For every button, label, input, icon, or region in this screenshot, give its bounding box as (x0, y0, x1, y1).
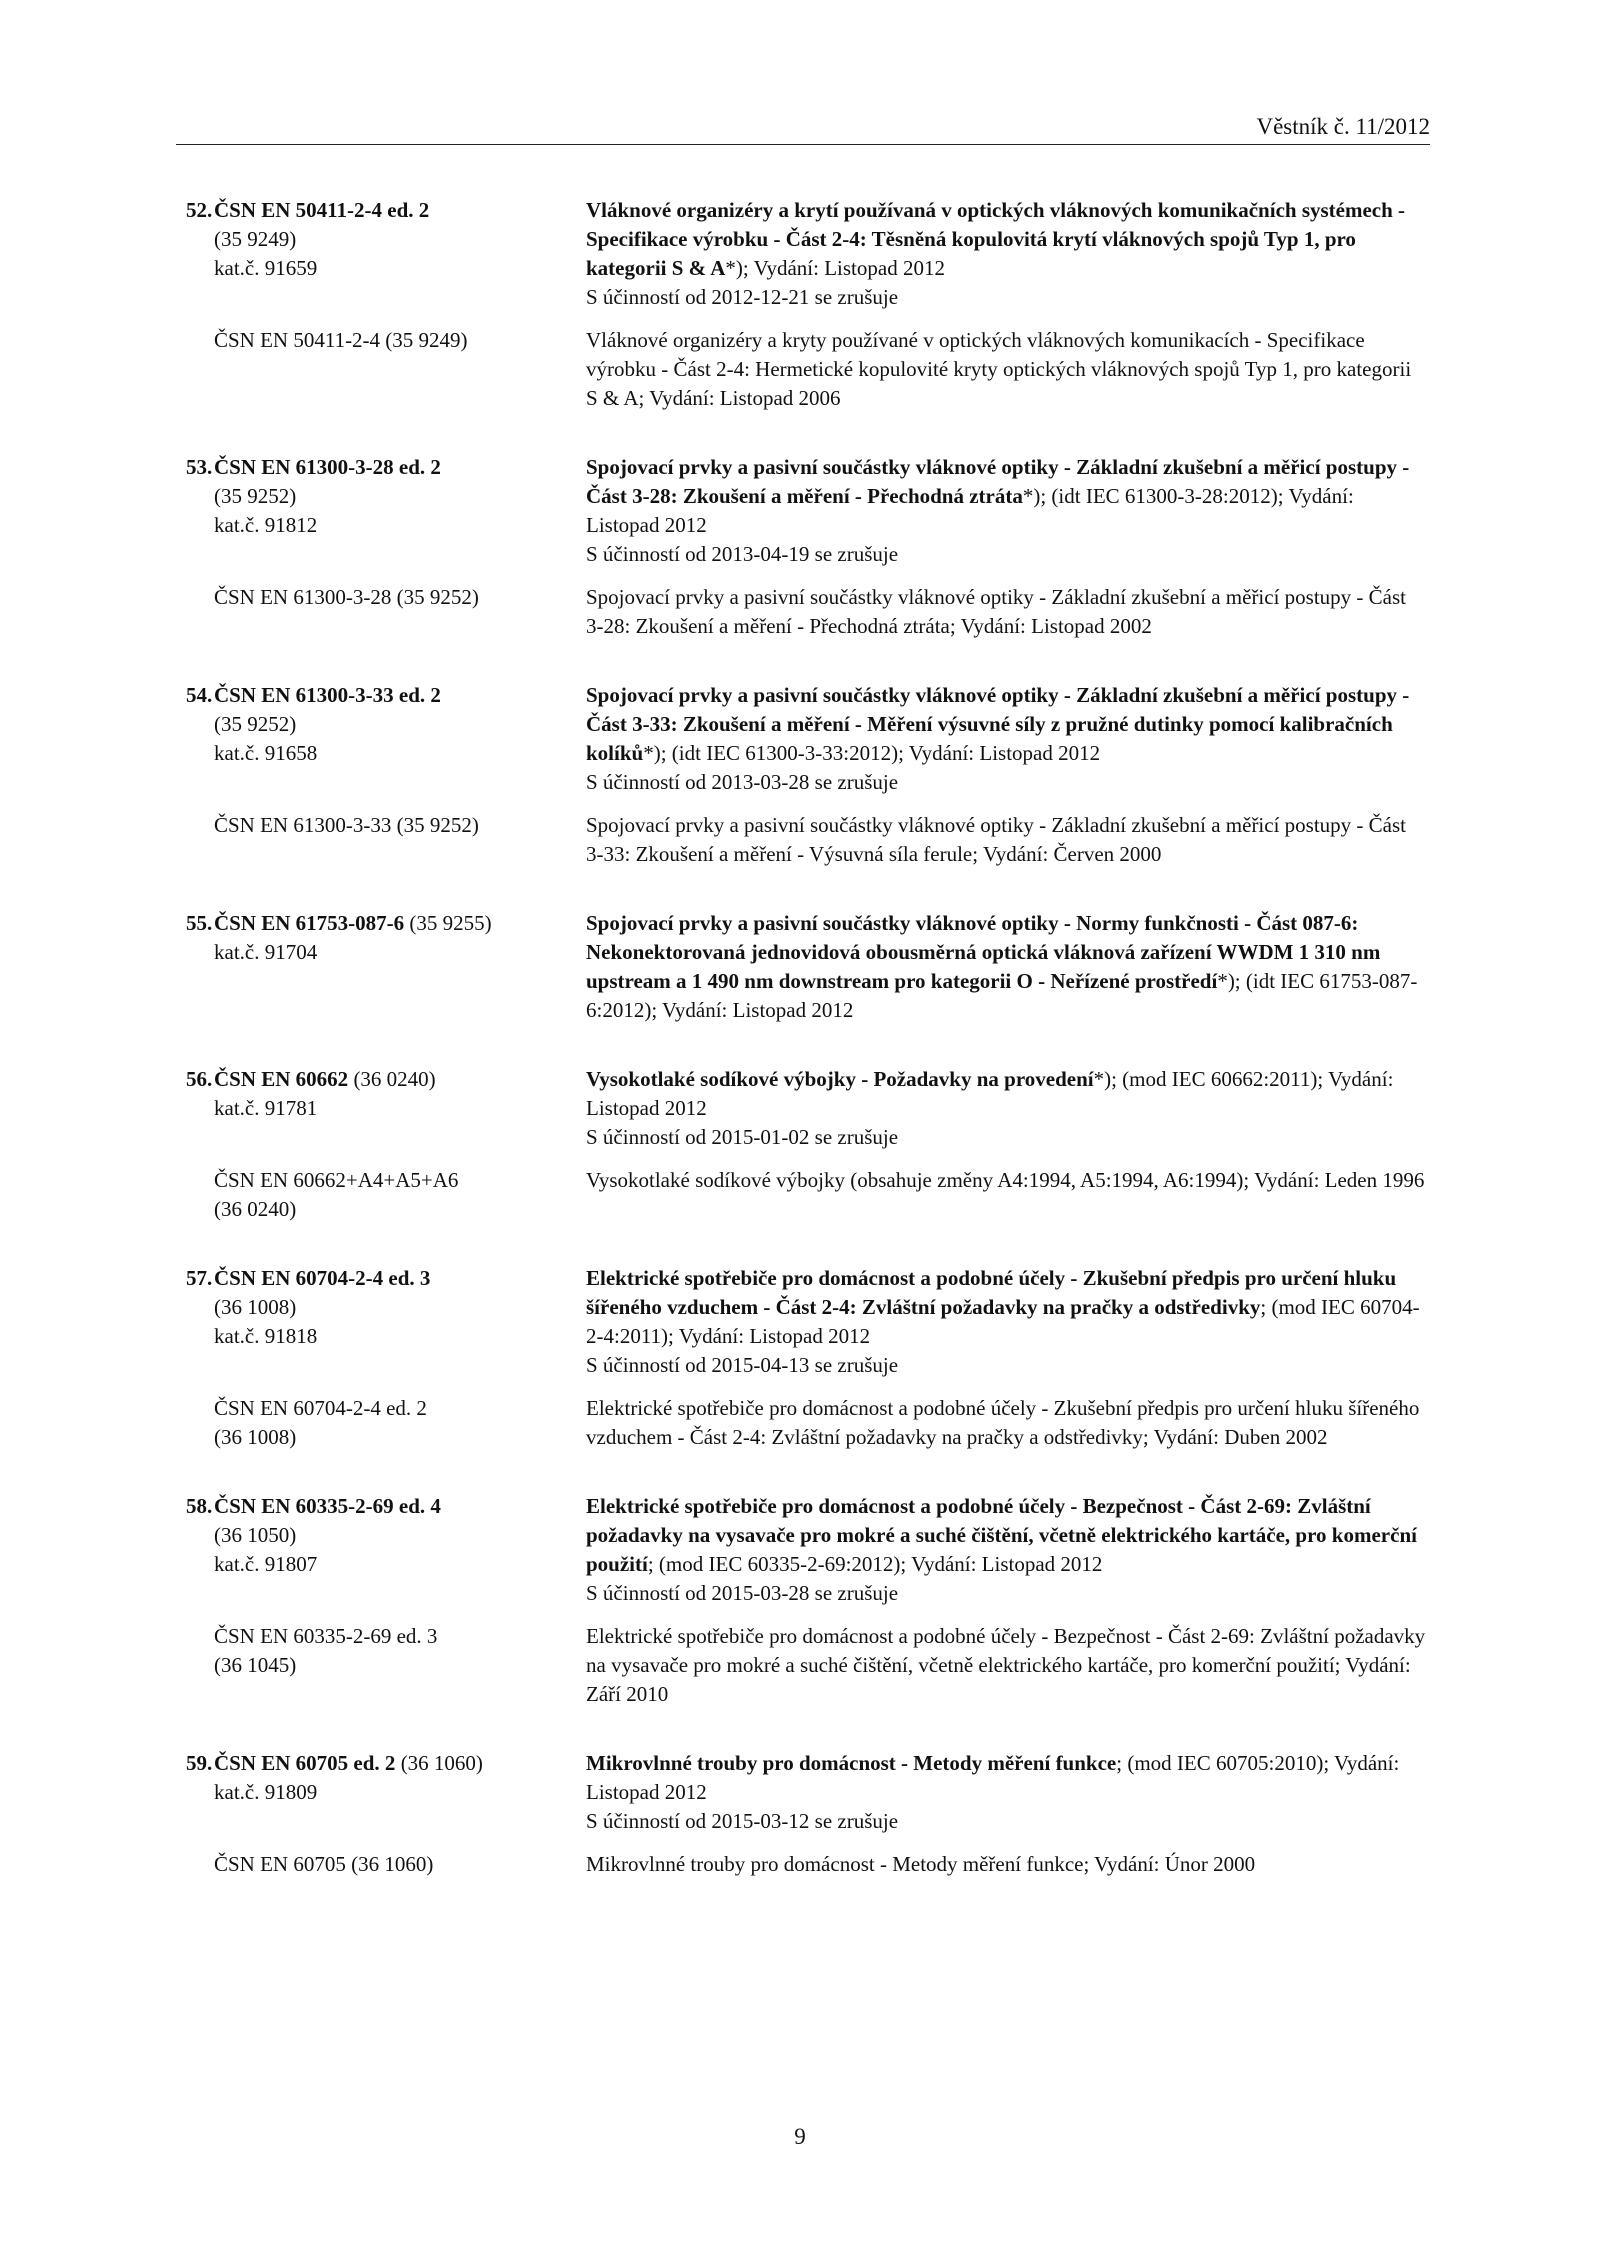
withdrawn-standard-row (186, 811, 1436, 869)
entry-number: 57. (186, 1266, 213, 1290)
effective-note: S účinností od 2013-03-28 se zrušuje (586, 770, 899, 794)
standard-title-details: *); (idt IEC 61753-087-6:2012); Vydání: Listopad 2012 (586, 969, 1418, 1022)
standard-title: Spojovací prvky a pasivní součástky vláknové optiky - Základní zkušební a měřicí postupy - Část 3-33: Zkoušení a měření - Měření výsuvné síly z pružné dutinky pomocí kalibračních kolíků (586, 683, 1410, 765)
standard-title: Mikrovlnné trouby pro domácnost - Metody měření funkce (586, 1751, 1117, 1775)
catalog-number: kat.č. 91818 (214, 1324, 318, 1348)
catalog-number: kat.č. 91704 (214, 940, 318, 964)
new-standard-row (186, 1065, 1436, 1152)
new-standard-row (186, 453, 1436, 569)
withdrawn-id-block (186, 811, 586, 869)
entry-number: 56. (186, 1067, 213, 1091)
standard-class-code: (36 1008) (214, 1295, 297, 1319)
standard-id-block (186, 1065, 586, 1152)
withdrawn-id-block (186, 1394, 586, 1452)
effective-note: S účinností od 2015-03-28 se zrušuje (586, 1581, 899, 1605)
entry-number: 54. (186, 683, 213, 707)
header-divider (176, 144, 1430, 145)
withdrawn-standard-row (186, 583, 1436, 641)
standard-title-details: *); (mod IEC 60662:2011); Vydání: Listopad 2012 (586, 1067, 1394, 1120)
standard-designation: ČSN EN 50411-2-4 ed. 2 (214, 198, 430, 222)
new-standard-row (186, 196, 1436, 312)
new-standard-row (186, 909, 1436, 1025)
new-standard-row (186, 1492, 1436, 1608)
catalog-number: kat.č. 91658 (214, 741, 318, 765)
standard-designation: ČSN EN 60705 ed. 2 (214, 1751, 396, 1775)
catalog-number: kat.č. 91781 (214, 1096, 318, 1120)
standard-title: Vláknové organizéry a krytí používaná v optických vláknových komunikačních systémech - Specifikace výrobku - Část 2-4: Těsněná kopulovitá krytí vláknových spojů Typ 1, pro kategorii S & A (586, 198, 1406, 280)
withdrawn-designation: ČSN EN 60704-2-4 ed. 2 (214, 1396, 427, 1420)
withdrawn-description: Mikrovlnné trouby pro domácnost - Metody měření funkce; Vydání: Únor 2000 (586, 1852, 1256, 1876)
withdrawn-designation: ČSN EN 50411-2-4 (35 9249) (214, 328, 468, 352)
withdrawn-standard-row (186, 326, 1436, 413)
withdrawn-id-block (186, 326, 586, 413)
standard-title-details: *); (idt IEC 61300-3-33:2012); Vydání: Listopad 2012 (643, 741, 1101, 765)
standard-class-code: (35 9252) (214, 484, 297, 508)
standard-id-block (186, 909, 586, 1025)
standard-title-details: *); (idt IEC 61300-3-28:2012); Vydání: Listopad 2012 (586, 484, 1354, 537)
standard-class-code: (35 9252) (214, 712, 297, 736)
withdrawn-description: Elektrické spotřebiče pro domácnost a podobné účely - Zkušební předpis pro určení hluku šířeného vzduchem - Část 2-4: Zvláštní požadavky na pračky a odstředivky; Vydání: Duben 2002 (586, 1396, 1420, 1449)
standard-id-block (186, 196, 586, 312)
standard-designation: ČSN EN 61753-087-6 (214, 911, 405, 935)
entry-number: 52. (186, 198, 213, 222)
withdrawn-designation: ČSN EN 61300-3-28 (35 9252) (214, 585, 479, 609)
standard-id-block (186, 1492, 586, 1608)
standard-description (586, 453, 1426, 569)
page-header-title: Věstník č. 11/2012 (1256, 114, 1430, 139)
standard-designation: ČSN EN 60662 (214, 1067, 349, 1091)
withdrawn-designation: ČSN EN 60335-2-69 ed. 3 (214, 1624, 438, 1648)
standard-class-code: (36 1050) (214, 1523, 297, 1547)
catalog-number: kat.č. 91807 (214, 1552, 318, 1576)
standard-designation: ČSN EN 60704-2-4 ed. 3 (214, 1266, 431, 1290)
withdrawn-id-block (186, 1622, 586, 1709)
standard-entry (186, 681, 1436, 869)
standard-entry (186, 1492, 1436, 1709)
standard-id-block (186, 681, 586, 797)
catalog-number: kat.č. 91659 (214, 256, 318, 280)
entry-number: 53. (186, 455, 213, 479)
standard-title: Spojovací prvky a pasivní součástky vláknové optiky - Základní zkušební a měřicí postupy - Část 3-28: Zkoušení a měření - Přechodná ztráta (586, 455, 1410, 508)
effective-note: S účinností od 2012-12-21 se zrušuje (586, 285, 899, 309)
withdrawn-designation: ČSN EN 60662+A4+A5+A6 (214, 1168, 459, 1192)
standard-title: Vysokotlaké sodíkové výbojky - Požadavky na provedení (586, 1067, 1094, 1091)
standard-title-details: ; (mod IEC 60704-2-4:2011); Vydání: Listopad 2012 (586, 1295, 1420, 1348)
withdrawn-id-block (186, 1166, 586, 1224)
standard-title-details: ; (mod IEC 60705:2010); Vydání: Listopad 2012 (586, 1751, 1400, 1804)
withdrawn-class-code: (36 0240) (214, 1197, 297, 1221)
standard-designation: ČSN EN 61300-3-28 ed. 2 (214, 455, 441, 479)
withdrawn-description: Spojovací prvky a pasivní součástky vláknové optiky - Základní zkušební a měřicí postupy - Část 3-28: Zkoušení a měření - Přechodná ztráta; Vydání: Listopad 2002 (586, 585, 1407, 638)
new-standard-row (186, 681, 1436, 797)
standard-description (586, 681, 1426, 797)
withdrawn-description: Vysokotlaké sodíkové výbojky (obsahuje změny A4:1994, A5:1994, A6:1994); Vydání: Leden 1996 (586, 1168, 1425, 1192)
effective-note: S účinností od 2013-04-19 se zrušuje (586, 542, 899, 566)
effective-note: S účinností od 2015-01-02 se zrušuje (586, 1125, 899, 1149)
standard-entry (186, 196, 1436, 413)
standard-class-code: (35 9249) (214, 227, 297, 251)
entry-number: 55. (186, 911, 213, 935)
withdrawn-class-code: (36 1008) (214, 1425, 297, 1449)
withdrawn-id-block (186, 583, 586, 641)
standard-class-code: (36 0240) (353, 1067, 436, 1091)
standard-designation: ČSN EN 61300-3-33 ed. 2 (214, 683, 441, 707)
withdrawn-standard-row (186, 1166, 1436, 1224)
new-standard-row (186, 1749, 1436, 1836)
standard-description (586, 909, 1426, 1025)
standard-class-code: (35 9255) (409, 911, 492, 935)
withdrawn-id-block (186, 1850, 586, 1879)
standard-entry (186, 1065, 1436, 1224)
standard-description (586, 1492, 1426, 1608)
standard-entry (186, 909, 1436, 1025)
standards-list (186, 196, 1436, 1919)
entry-number: 58. (186, 1494, 213, 1518)
withdrawn-designation: ČSN EN 61300-3-33 (35 9252) (214, 813, 479, 837)
standard-title-details: *); Vydání: Listopad 2012 (725, 256, 945, 280)
standard-description (586, 1065, 1426, 1152)
withdrawn-designation: ČSN EN 60705 (36 1060) (214, 1852, 434, 1876)
standard-class-code: (36 1060) (400, 1751, 483, 1775)
standard-entry (186, 1749, 1436, 1879)
withdrawn-standard-row (186, 1394, 1436, 1452)
standard-title-details: ; (mod IEC 60335-2-69:2012); Vydání: Listopad 2012 (647, 1552, 1103, 1576)
standard-id-block (186, 1749, 586, 1836)
effective-note: S účinností od 2015-03-12 se zrušuje (586, 1809, 899, 1833)
standard-entry (186, 453, 1436, 641)
withdrawn-description: Spojovací prvky a pasivní součástky vláknové optiky - Základní zkušební a měřicí postupy - Část 3-33: Zkoušení a měření - Výsuvná síla ferule; Vydání: Červen 2000 (586, 813, 1407, 866)
standard-title: Elektrické spotřebiče pro domácnost a podobné účely - Zkušební předpis pro určení hluku šířeného vzduchem - Část 2-4: Zvláštní požadavky na pračky a odstředivky (586, 1266, 1397, 1319)
standard-description (586, 196, 1426, 312)
standard-description (586, 1749, 1426, 1836)
catalog-number: kat.č. 91809 (214, 1780, 318, 1804)
withdrawn-standard-row (186, 1622, 1436, 1709)
catalog-number: kat.č. 91812 (214, 513, 318, 537)
page-number: 9 (794, 2124, 806, 2149)
entry-number: 59. (186, 1751, 213, 1775)
withdrawn-description: Elektrické spotřebiče pro domácnost a podobné účely - Bezpečnost - Část 2-69: Zvláštní požadavky na vysavače pro mokré a suché čištění, včetně elektrického kartáče, pro komerční použití; Vydání: Září 2010 (586, 1624, 1426, 1706)
withdrawn-class-code: (36 1045) (214, 1653, 297, 1677)
standard-id-block (186, 1264, 586, 1380)
standard-entry (186, 1264, 1436, 1452)
withdrawn-standard-row (186, 1850, 1436, 1879)
standard-designation: ČSN EN 60335-2-69 ed. 4 (214, 1494, 441, 1518)
standard-description (586, 1264, 1426, 1380)
withdrawn-description: Vláknové organizéry a kryty používané v optických vláknových komunikacích - Specifikace výrobku - Část 2-4: Hermetické kopulovité kryty optických vláknových spojů Typ 1, pro kategorii S & A; Vydání: Listopad 2006 (586, 328, 1412, 410)
standard-id-block (186, 453, 586, 569)
standard-title: Spojovací prvky a pasivní součástky vláknové optiky - Normy funkčnosti - Část 087-6: Nekonektorovaná jednovidová obousměrná optická vláknová zařízení WWDM 1 310 nm upstream a 1 490 nm downstream pro kategorii O - Neřízené prostředí (586, 911, 1381, 993)
standard-title: Elektrické spotřebiče pro domácnost a podobné účely - Bezpečnost - Část 2-69: Zvláštní požadavky na vysavače pro mokré a suché čištění, včetně elektrického kartáče, pro komerční použití (586, 1494, 1417, 1576)
new-standard-row (186, 1264, 1436, 1380)
effective-note: S účinností od 2015-04-13 se zrušuje (586, 1353, 899, 1377)
